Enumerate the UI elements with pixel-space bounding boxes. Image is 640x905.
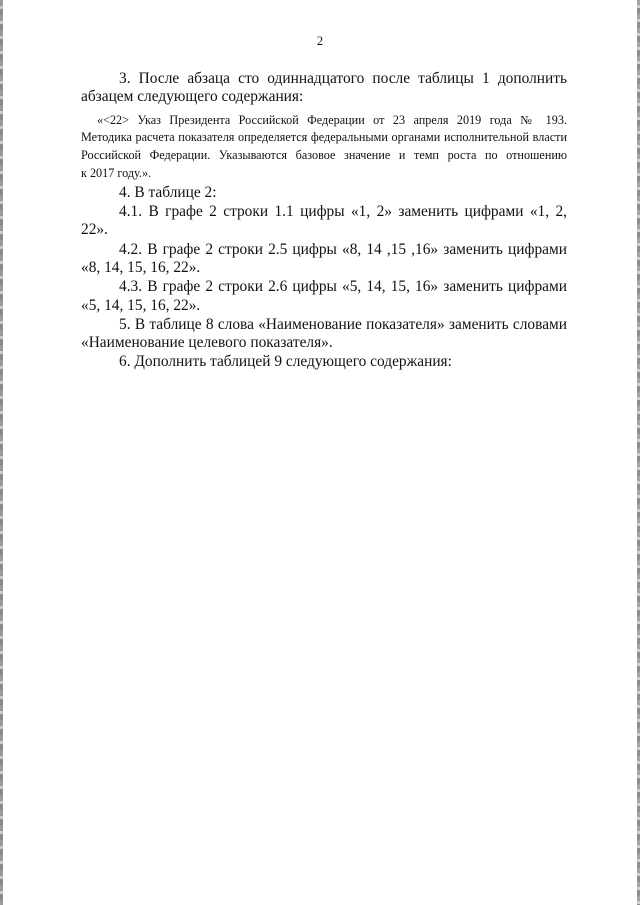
paragraph-4-3 <box>81 278 567 315</box>
quote-line-2 <box>81 130 567 146</box>
paragraph-6: 6. Дополнить таблицей 9 следующего содержания: <box>119 353 452 371</box>
paragraph-4-1: 4.1. В графе 2 строки 1.1 цифры «1, 2» заменить цифрами «1, 2, 22». <box>81 203 567 239</box>
paragraph-3-line-1 <box>81 70 567 88</box>
document-body <box>81 70 567 372</box>
paragraph-4-3-line-1 <box>81 278 567 296</box>
paragraph-5-line-2: «Наименование целевого показателя». <box>81 334 333 352</box>
scan-edge-left <box>0 0 3 905</box>
paragraph-4-2-line-2: «8, 14, 15, 16, 22». <box>81 258 201 276</box>
quote-text-2: Методика расчета показателя определяется федеральными органами исполнительной власти <box>81 130 567 145</box>
paragraph-3-line-2: абзацем следующего содержания: <box>81 88 304 106</box>
paragraph-3 <box>81 70 567 107</box>
quote-line-4: к 2017 году.». <box>81 165 152 180</box>
quote-line-1 <box>81 113 567 129</box>
paragraph-4-2-line-1 <box>81 241 567 259</box>
paragraph-4-3-line-2: «5, 14, 15, 16, 22». <box>81 296 201 314</box>
paragraph-4-2-text-1: 4.2. В графе 2 строки 2.5 цифры «8, 14 ,15 ,16» заменить цифрами <box>119 240 567 258</box>
paragraph-4-3-text-1: 4.3. В графе 2 строки 2.6 цифры «5, 14, 15, 16» заменить цифрами <box>119 278 567 296</box>
page-number: 2 <box>316 34 324 48</box>
paragraph-5-line-1 <box>81 316 567 334</box>
paragraph-4: 4. В таблице 2: <box>119 183 217 201</box>
paragraph-4-2 <box>81 241 567 278</box>
quote-text-1: «<22> Указ Президента Российской Федерации от 23 апреля 2019 года № 193. <box>97 112 567 127</box>
quote-line-3 <box>81 148 567 164</box>
paragraph-5 <box>81 316 567 353</box>
paragraph-3-text-1: 3. После абзаца сто одиннадцатого после таблицы 1 дополнить <box>119 70 567 87</box>
paragraph-5-text-1: 5. В таблице 8 слова «Наименование показателя» заменить словами <box>119 315 567 333</box>
quote-text-3: Российской Федерации. Указываются базовое значение и темп роста по отношению <box>81 148 567 163</box>
inserted-footnote-quote <box>81 113 567 182</box>
